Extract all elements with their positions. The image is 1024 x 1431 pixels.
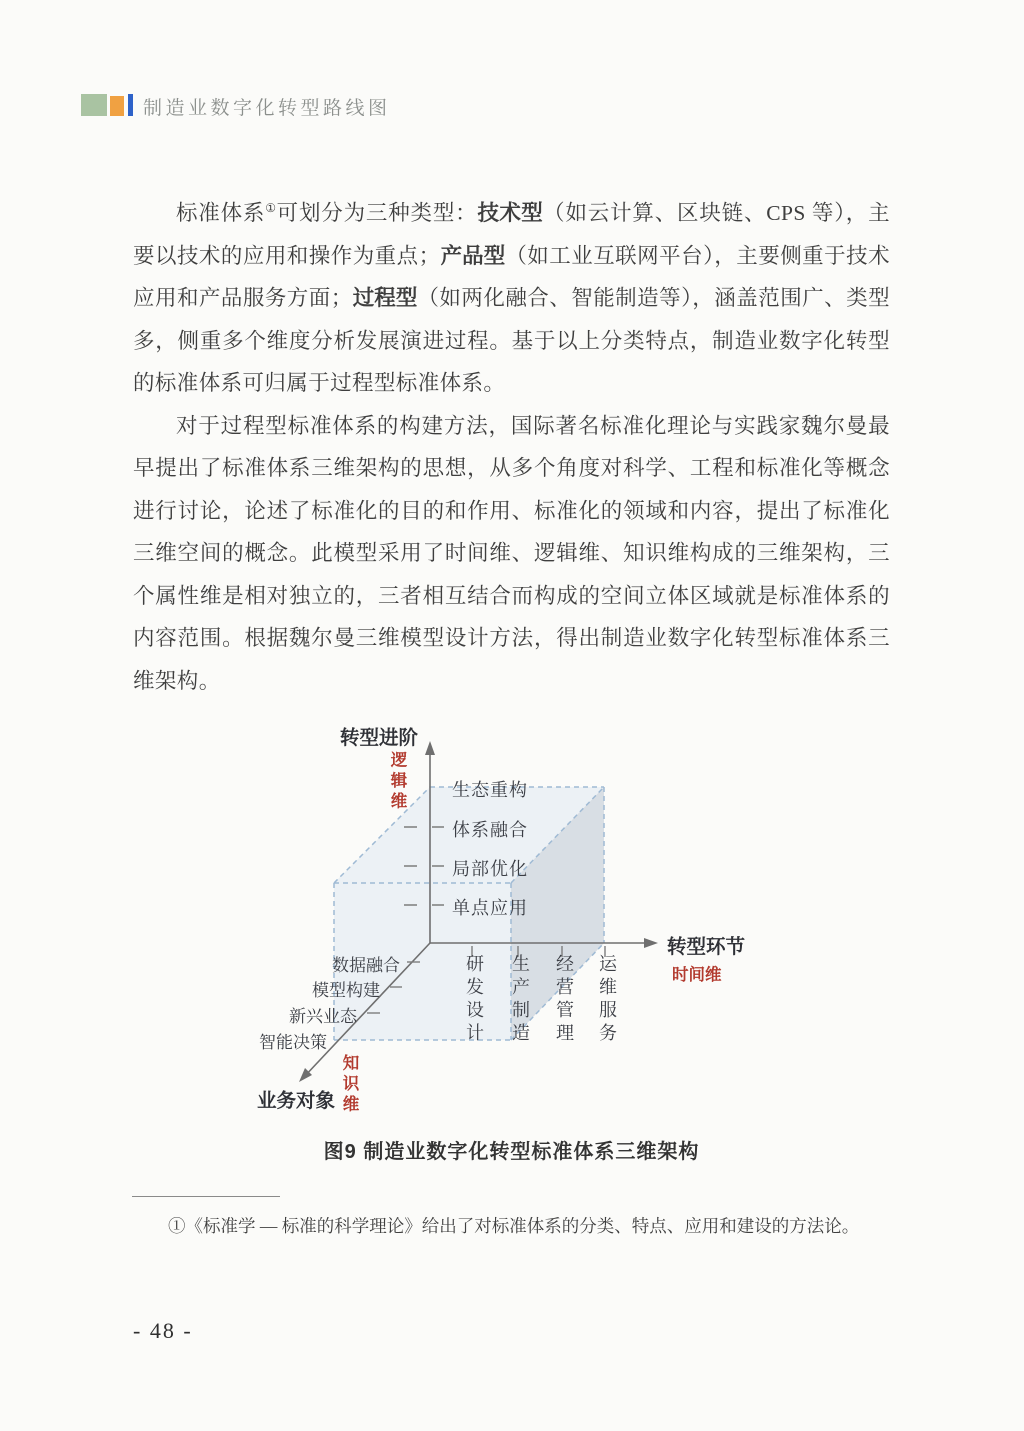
y-dimension-label: 逻辑维 <box>388 751 406 813</box>
z-tick-model-building: 模型构建 <box>312 981 380 1000</box>
z-axis-title: 业务对象 <box>257 1090 336 1112</box>
x-axis-arrowhead <box>644 938 658 948</box>
term-product-type: 产品型 <box>440 243 506 268</box>
p1-seg-8: （如两化融合、智能制造等），涵盖范围广、类型多，侧重多个维度分析发展演进过程。基于以上分类特点，制造业数字化转型的标准体系可归属于过程型标准体系。 <box>133 286 890 395</box>
z-tick-data-fusion: 数据融合 <box>332 956 400 975</box>
y-tick-system-integration: 体系融合 <box>452 820 528 840</box>
paragraph-1 <box>133 192 890 405</box>
z-tick-intelligent-decision: 智能决策 <box>259 1033 327 1052</box>
term-process-type: 过程型 <box>352 286 418 310</box>
y-tick-single-point-application: 单点应用 <box>452 898 528 918</box>
body-text <box>133 192 890 702</box>
header-orange-block <box>110 96 124 116</box>
header-blue-block <box>128 94 133 116</box>
footnote-separator <box>132 1196 280 1197</box>
x-tick-rd-design: 研发设计 <box>464 954 484 1046</box>
page-number: - 48 - <box>133 1318 193 1343</box>
figure-3d-standard-system <box>228 703 792 1133</box>
x-axis-title: 转型环节 <box>667 936 746 958</box>
x-tick-operation-management: 经营管理 <box>554 954 574 1046</box>
p1-seg-2: 可划分为三种类型： <box>276 201 478 225</box>
footnote-marker-sup: ① <box>265 200 277 215</box>
y-tick-ecosystem-restructure: 生态重构 <box>452 780 528 800</box>
x-dimension-label: 时间维 <box>672 966 722 984</box>
figure-caption: 图9 制造业数字化转型标准体系三维架构 <box>323 1141 700 1163</box>
header-green-block <box>81 94 107 116</box>
z-tick-emerging-business: 新兴业态 <box>289 1007 357 1026</box>
term-technology-type: 技术型 <box>477 201 544 225</box>
x-tick-production-manufacturing: 生产制造 <box>510 954 530 1046</box>
y-axis-arrowhead <box>425 741 435 755</box>
y-axis-title: 转型进阶 <box>340 727 419 749</box>
paragraph-2: 对于过程型标准体系的构建方法，国际著名标准化理论与实践家魏尔曼最早提出了标准体系三维架构的思想，从多个角度对科学、工程和标准化等概念进行讨论，论述了标准化的目的和作用、标准化的领域和内容，提出了标准化三维空间的概念。此模型采用了时间维、逻辑维、知识维构成的三维架构，三个属性维是相对独立的，三者相互结合而构成的空间立体区域就是标准体系的内容范围。根据魏尔曼三维模型设计方法，得出制造业数字化转型标准体系三维架构。 <box>133 413 890 693</box>
footnote-text: ①《标准学 — 标准的科学理论》给出了对标准体系的分类、特点、应用和建设的方法论。 <box>168 1216 860 1236</box>
p1-seg-6: （如工业互联网平台），主要侧重于技术应用和产品服务方面； <box>133 243 890 310</box>
x-tick-om-service: 运维服务 <box>597 954 617 1046</box>
p1-seg-0: 标准体系 <box>176 201 266 225</box>
p1-seg-4: （如云计算、区块链、CPS 等），主要以技术的应用和操作为重点； <box>133 201 890 268</box>
z-dimension-label: 知识维 <box>340 1054 358 1116</box>
y-tick-local-optimization: 局部优化 <box>452 859 528 879</box>
running-header-title: 制造业数字化转型路线图 <box>143 98 391 119</box>
